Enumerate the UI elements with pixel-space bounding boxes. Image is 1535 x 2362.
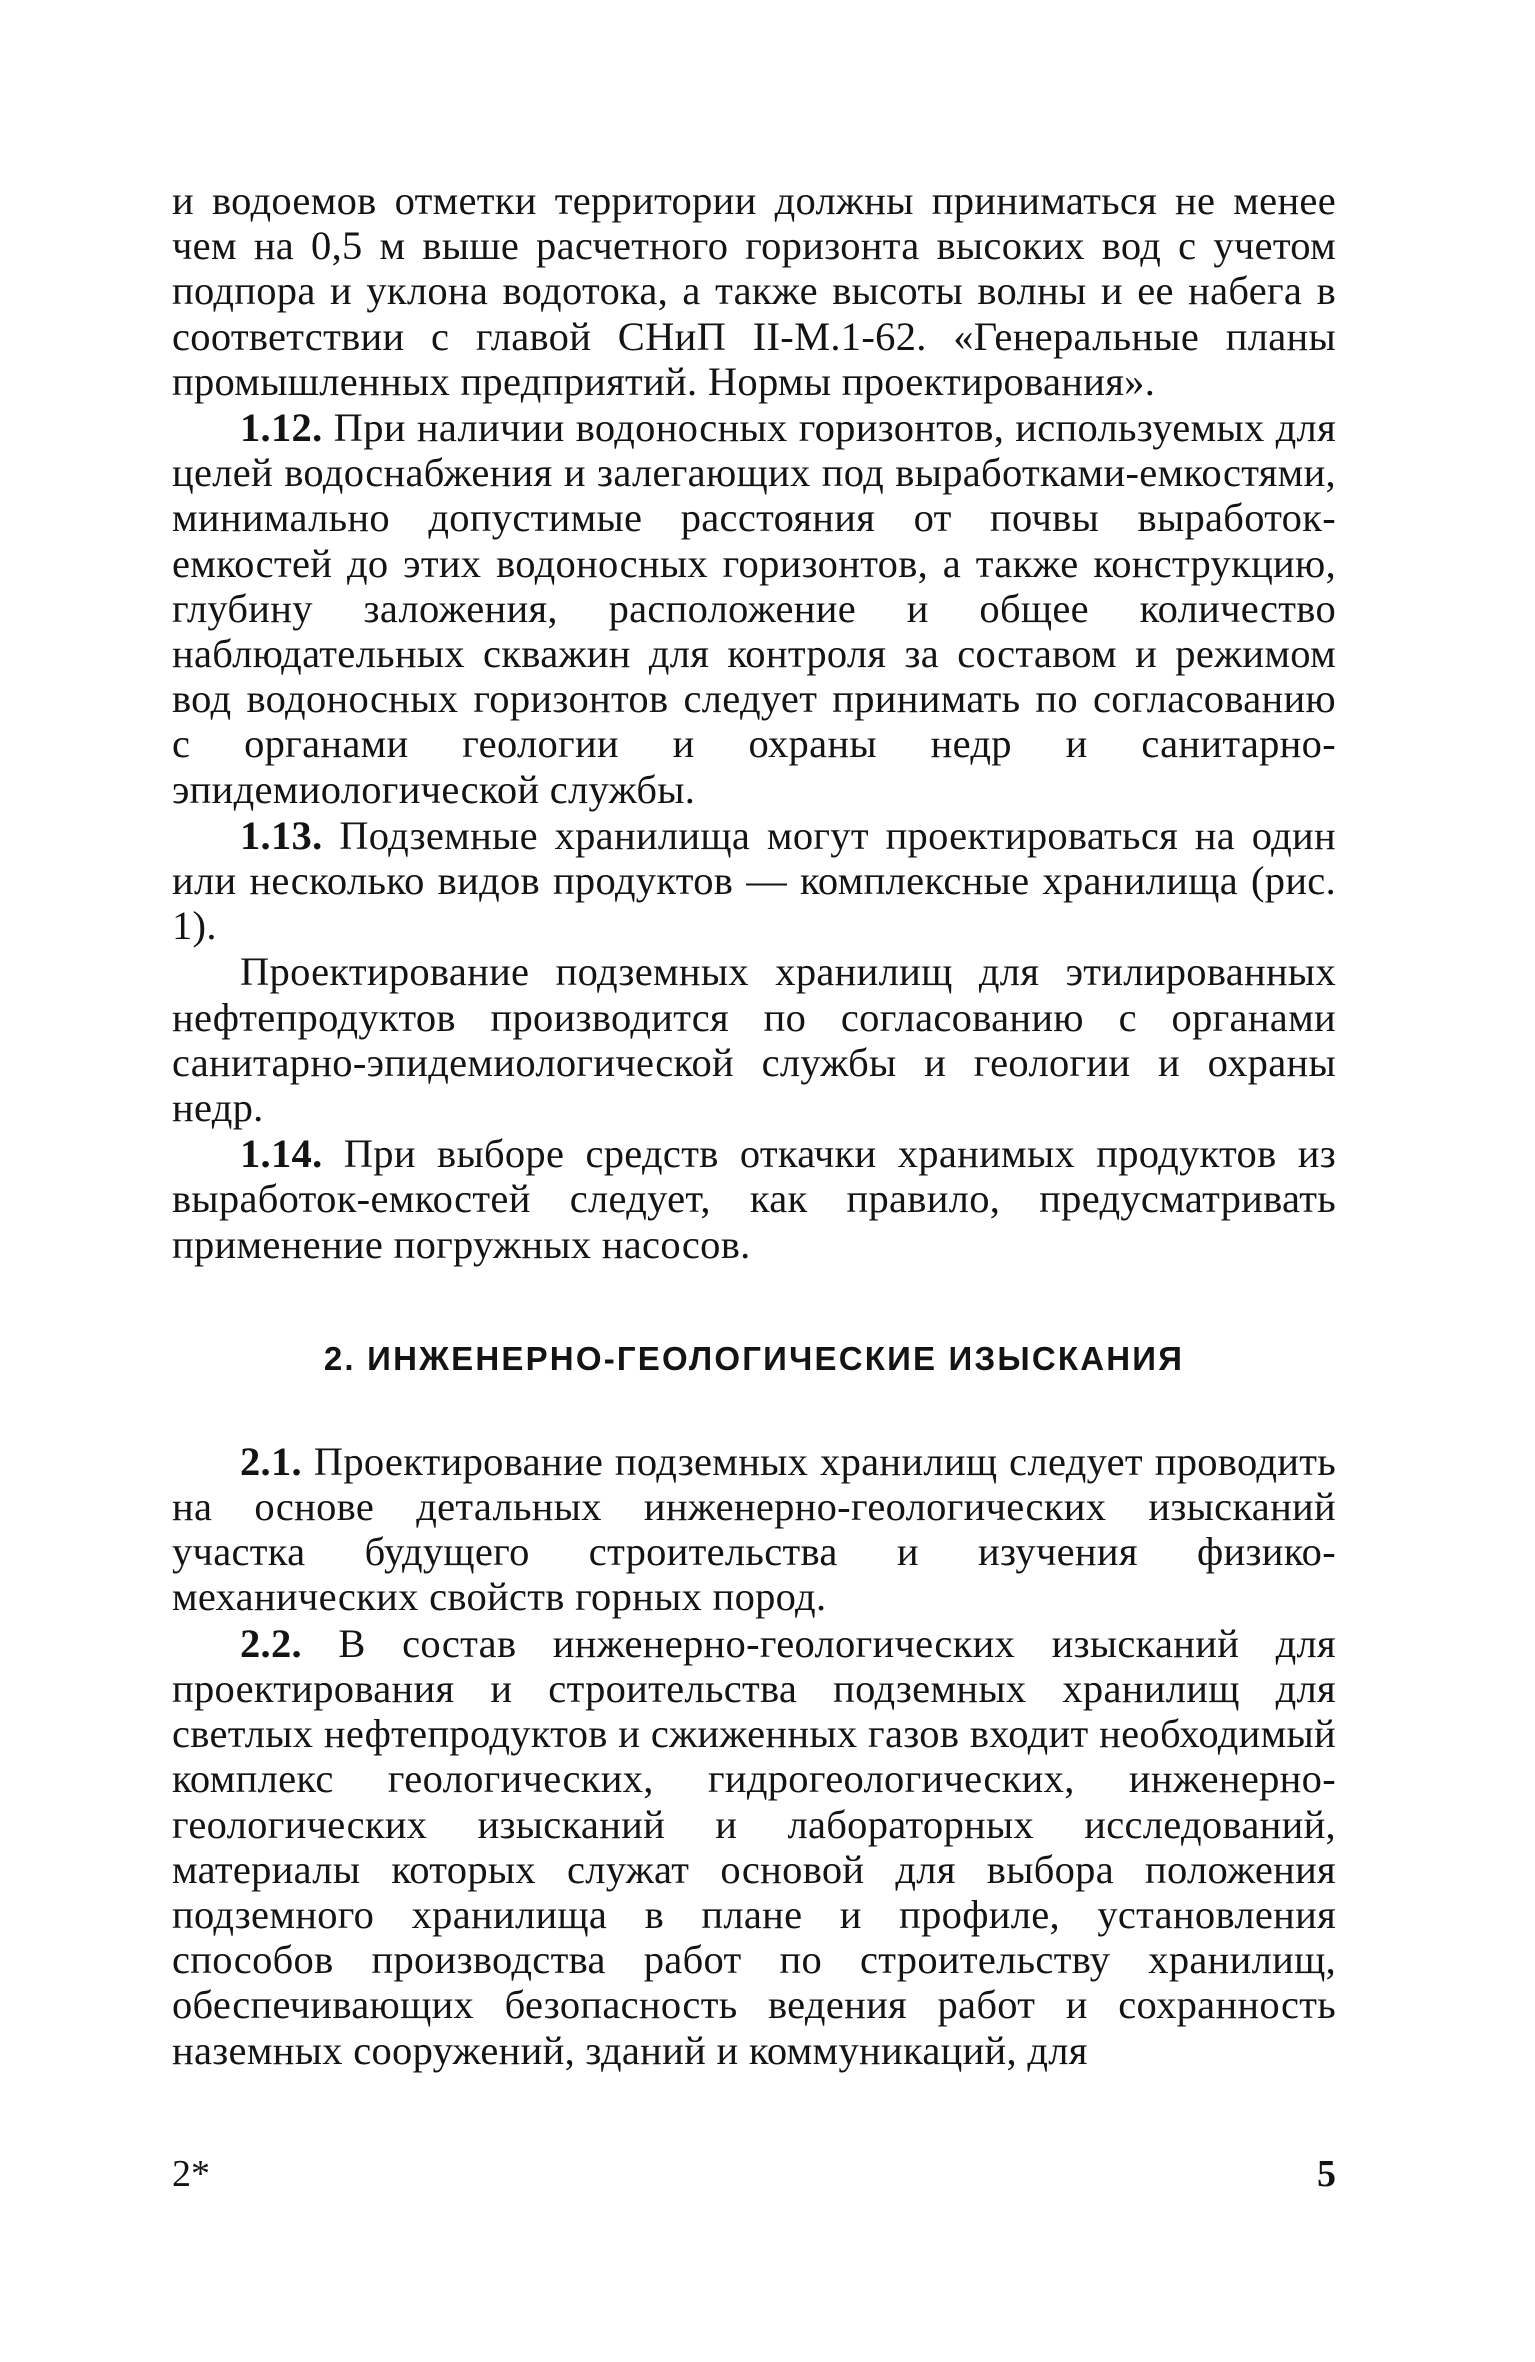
clause-text: При выборе средств откачки хранимых продуктов из выработок-емкостей следует, как правило, предусматривать применение погружных насосов. [172, 1131, 1336, 1267]
clause-number: 1.13. [240, 812, 323, 858]
clause-number: 1.14. [240, 1131, 323, 1177]
paragraph-2-1 [172, 1439, 1336, 1620]
page-body [172, 178, 1336, 2073]
paragraph-leaded-products [172, 949, 1336, 1130]
paragraph-1-13 [172, 813, 1336, 949]
paragraph-1-14 [172, 1131, 1336, 1267]
clause-text: При наличии водоносных горизонтов, используемых для целей водоснабжения и залегающих под выработками-емкостями, минимально допустимые расстояния от почвы выработок-емкостей до этих водоносных горизонтов, а также конструкцию, глубину заложения, расположение и общее количество наблюдательных скважин для контроля за составом и режимом вод водоносных горизонтов следует принимать по согласованию с органами геологии и охраны недр и санитарно-эпидемиологической службы. [172, 405, 1336, 812]
clause-number: 2.2. [240, 1620, 302, 1666]
page-number: 5 [1317, 2153, 1336, 2195]
clause-number: 1.12. [240, 405, 323, 451]
paragraph-1-12 [172, 405, 1336, 812]
section-heading: 2. ИНЖЕНЕРНО-ГЕОЛОГИЧЕСКИЕ ИЗЫСКАНИЯ [323, 1339, 1185, 1377]
clause-text: Подземные хранилища могут проектироваться на один или несколько видов продуктов — комплексные хранилища (рис. 1). [172, 812, 1336, 949]
clause-text: Проектирование подземных хранилищ следует проводить на основе детальных инженерно-геологических изысканий участка будущего строительства и изучения физико-механических свойств горных пород. [172, 1438, 1336, 1620]
clause-text: В состав инженерно-геологических изысканий для проектирования и строительства подземных хранилищ для светлых нефтепродуктов и сжиженных газов входит необходимый комплекс геологических, гидрогеологических, инженерно-геологических изысканий и лабораторных исследований, материалы которых служат основой для выбора положения подземного хранилища в плане и профиле, установления способов производства работ по строительству хранилищ, обеспечивающих безопасность ведения работ и сохранность наземных сооружений, зданий и коммуникаций, для [172, 1620, 1336, 2073]
clause-number: 2.1. [240, 1438, 302, 1484]
paragraph-continuation: и водоемов отметки территории должны приниматься не менее чем на 0,5 м выше расчетного горизонта высоких вод с учетом подпора и уклона водотока, а также высоты волны и ее набега в соответствии с главой СНиП II-М.1-62. «Генеральные планы промышленных предприятий. Нормы проектирования». [172, 178, 1336, 404]
signature-mark: 2* [172, 2153, 210, 2195]
clause-text: Проектирование подземных хранилищ для этилированных нефтепродуктов производится по согласованию с органами санитарно-эпидемиологической службы и геологии и охраны недр. [172, 949, 1336, 1131]
paragraph-2-2 [172, 1621, 1336, 2073]
